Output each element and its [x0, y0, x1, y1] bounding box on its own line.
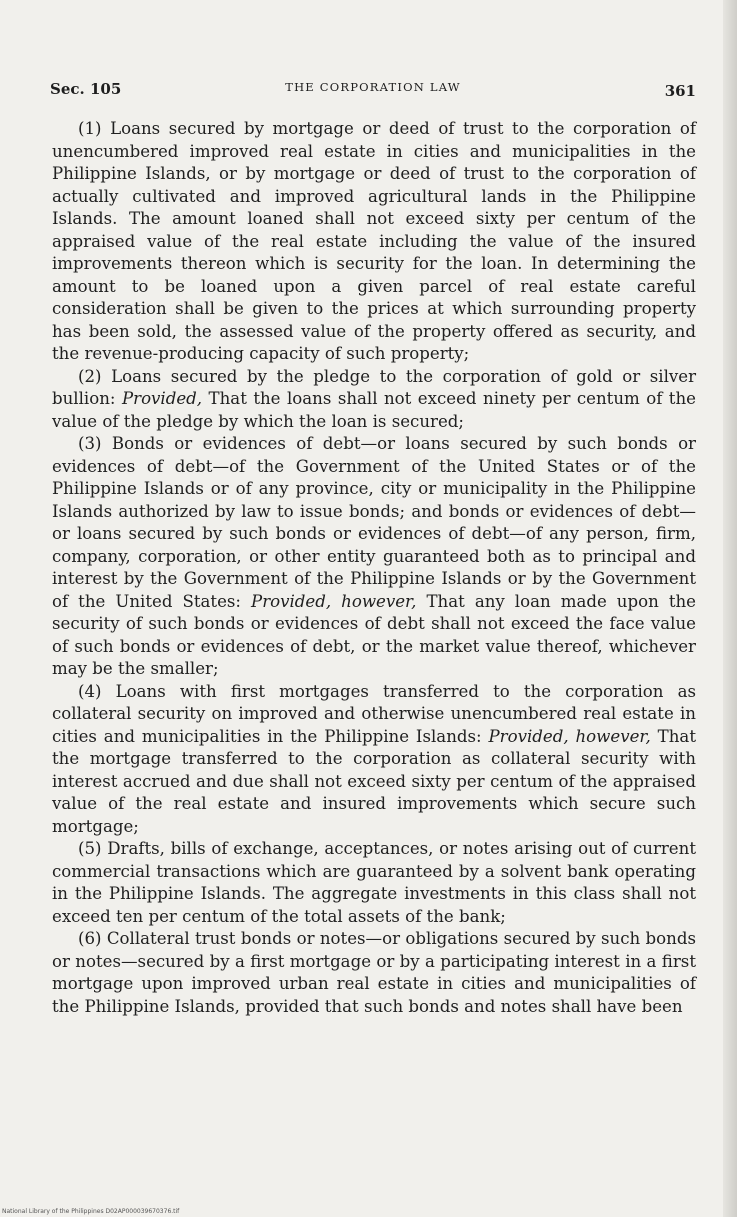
scan-footer: National Library of the Philippines D02AP000039670376.tif	[2, 1208, 180, 1215]
section-label: Sec. 105	[50, 80, 122, 98]
text-run: That the loans shall not exceed ninety per centum of the value of the pledge by which the loan is secured;	[52, 389, 696, 431]
text-run: (2) Loans secured by the pledge to the corporation of gold or silver bullion:	[52, 366, 696, 408]
scan-edge	[723, 0, 737, 1217]
paragraph-4	[52, 681, 696, 839]
page-number: 361	[664, 82, 696, 100]
text-run: (3) Bonds or evidences of debt—or loans secured by such bonds or evidences of debt—of the Government of the United States or of the Philippine Islands or of any province, city or municipality in the Philippine Islands authorized by law to issue bonds; and bonds or evidences of debt—or loans secured by such bonds or evidences of debt—of any person, firm, company, corporation, or other entity guaranteed both as to principal and interest by the Government of the Philippine Islands or by the Government of the United States:	[52, 434, 696, 611]
paragraph-5	[52, 838, 696, 928]
text-run: (6) Collateral trust bonds or notes—or obligations secured by such bonds or notes—secured by a first mortgage or by a participating interest in a first mortgage upon improved urban real estate in cities and municipalities of the Philippine Islands, provided that such bonds and notes shall have been	[52, 929, 696, 1016]
italic-run: Provided,	[121, 389, 203, 408]
text-run: That any loan made upon the security of such bonds or evidences of debt shall not exceed the face value of such bonds or evidences of debt, or the market value thereof, whichever may be the smaller;	[52, 591, 696, 678]
paragraph-2	[52, 366, 696, 434]
paragraph-1	[52, 118, 696, 366]
paragraph-3	[52, 433, 696, 681]
italic-run: Provided, however,	[251, 591, 417, 611]
running-title: THE CORPORATION LAW	[285, 80, 461, 94]
page-header	[50, 76, 696, 104]
paragraph-6	[52, 928, 696, 1018]
italic-run: Provided, however,	[488, 726, 651, 746]
body-text	[52, 118, 696, 1018]
text-run: (1) Loans secured by mortgage or deed of trust to the corporation of unencumbered improved real estate in cities and municipalities in the Philippine Islands, or by mortgage or deed of trust to the corporation of actually cultivated and improved agricultural lands in the Philippine Islands. The amount loaned shall not exceed sixty per centum of the appraised value of the real estate including the value of the insured improvements thereon which is security for the loan. In determining the amount to be loaned upon a given parcel of real estate careful consideration shall be given to the prices at which surrounding property has been sold, the assessed value of the property offered as security, and the revenue-producing capacity of such property;	[52, 119, 696, 363]
text-run: That the mortgage transferred to the corporation as collateral security with interest accrued and due shall not exceed sixty per centum of the appraised value of the real estate and insured improvements which secure such mortgage;	[52, 726, 696, 836]
text-run: (5) Drafts, bills of exchange, acceptances, or notes arising out of current commercial transactions which are guaranteed by a solvent bank operating in the Philippine Islands. The aggregate investments in this class shall not exceed ten per centum of the total assets of the bank;	[52, 839, 696, 926]
text-run: (4) Loans with first mortgages transferred to the corporation as collateral security on improved and otherwise unencumbered real estate in cities and municipalities in the Philippine Islands:	[52, 681, 696, 746]
